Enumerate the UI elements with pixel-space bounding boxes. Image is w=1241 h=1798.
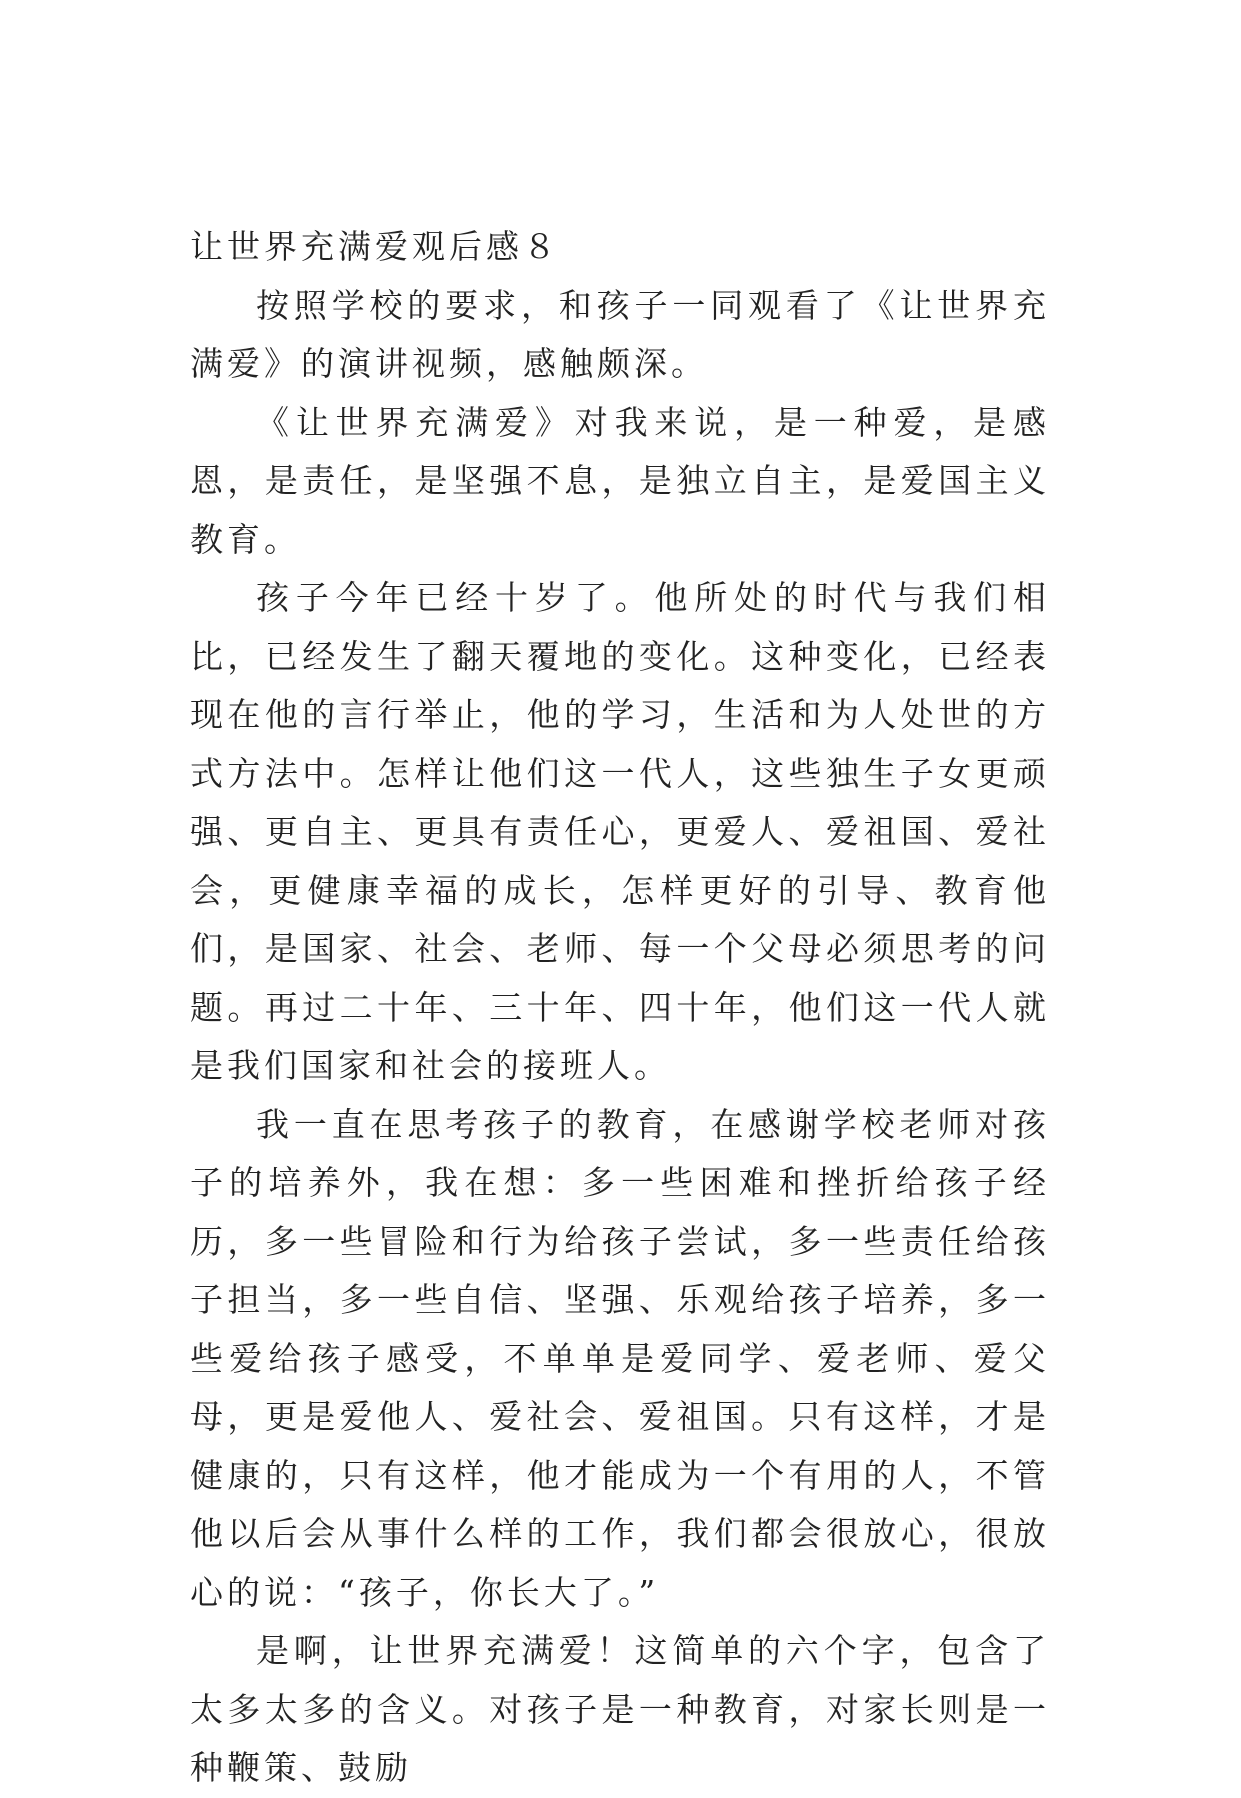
document-body <box>190 218 1050 1798</box>
paragraph-2: 《让世界充满爱》对我来说，是一种爱，是感恩，是责任，是坚强不息，是独立自主，是爱国主义教育。 <box>190 402 1050 559</box>
paragraph-3: 孩子今年已经十岁了。他所处的时代与我们相比，已经发生了翻天覆地的变化。这种变化，已经表现在他的言行举止，他的学习，生活和为人处世的方式方法中。怎样让他们这一代人，这些独生子女更顽强、更自主、更具有责任心，更爱人、爱祖国、爱社会，更健康幸福的成长，怎样更好的引导、教育他们，是国家、社会、老师、每一个父母必须思考的问题。再过二十年、三十年、四十年，他们这一代人就是我们国家和社会的接班人。 <box>190 578 1050 1085</box>
paragraph-1: 按照学校的要求，和孩子一同观看了《让世界充满爱》的演讲视频，感触颇深。 <box>190 285 1050 383</box>
paragraph-4: 我一直在思考孩子的教育，在感谢学校老师对孩子的培养外，我在想：多一些困难和挫折给孩子经历，多一些冒险和行为给孩子尝试，多一些责任给孩子担当，多一些自信、坚强、乐观给孩子培养，多一些爱给孩子感受，不单单是爱同学、爱老师、爱父母，更是爱他人、爱社会、爱祖国。只有这样，才是健康的，只有这样，他才能成为一个有用的人，不管他以后会从事什么样的工作，我们都会很放心，很放心的说：“孩子，你长大了。” <box>190 1104 1050 1612</box>
document-title: 让世界充满爱观后感８ <box>190 227 560 266</box>
paragraph-5: 是啊，让世界充满爱！这简单的六个字，包含了太多太多的含义。对孩子是一种教育，对家长则是一种鞭策、鼓励 <box>190 1631 1050 1787</box>
